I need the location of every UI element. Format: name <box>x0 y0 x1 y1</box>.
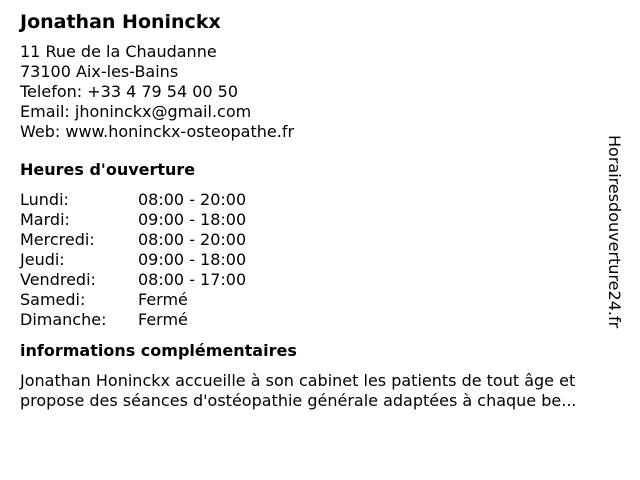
hours-time: 08:00 - 20:00 <box>138 190 247 209</box>
business-card <box>20 10 620 411</box>
hours-time: 08:00 - 17:00 <box>138 270 247 289</box>
hours-row <box>20 230 620 250</box>
hours-day: Lundi: <box>20 190 69 209</box>
hours-row <box>20 190 620 210</box>
hours-time: 09:00 - 18:00 <box>138 210 247 229</box>
hours-day: Dimanche: <box>20 310 107 329</box>
side-brand-label: Horairesdouverture24.fr <box>605 135 624 329</box>
email-line: Email: jhoninckx@gmail.com <box>20 102 252 121</box>
hours-day: Mardi: <box>20 210 70 229</box>
contact-block <box>20 42 620 142</box>
web-line: Web: www.honinckx-osteopathe.fr <box>20 122 295 141</box>
hours-row <box>20 310 620 330</box>
address-city: 73100 Aix-les-Bains <box>20 62 179 81</box>
info-description: Jonathan Honinckx accueille à son cabinet les patients de tout âge et propose des séances d'ostéopathie générale adaptées à chaque be... <box>20 371 577 410</box>
hours-day: Jeudi: <box>20 250 65 269</box>
hours-time: 08:00 - 20:00 <box>138 230 247 249</box>
hours-row <box>20 270 620 290</box>
business-name: Jonathan Honinckx <box>20 11 221 33</box>
info-heading: informations complémentaires <box>20 341 297 360</box>
hours-time: Fermé <box>138 310 188 329</box>
hours-table <box>20 190 620 330</box>
hours-time: 09:00 - 18:00 <box>138 250 247 269</box>
phone-line: Telefon: +33 4 79 54 00 50 <box>20 82 239 101</box>
hours-day: Samedi: <box>20 290 86 309</box>
hours-heading: Heures d'ouverture <box>20 160 196 179</box>
hours-day: Vendredi: <box>20 270 96 289</box>
hours-row <box>20 250 620 270</box>
hours-day: Mercredi: <box>20 230 95 249</box>
hours-row <box>20 210 620 230</box>
address-street: 11 Rue de la Chaudanne <box>20 42 217 61</box>
hours-row <box>20 290 620 310</box>
hours-time: Fermé <box>138 290 188 309</box>
